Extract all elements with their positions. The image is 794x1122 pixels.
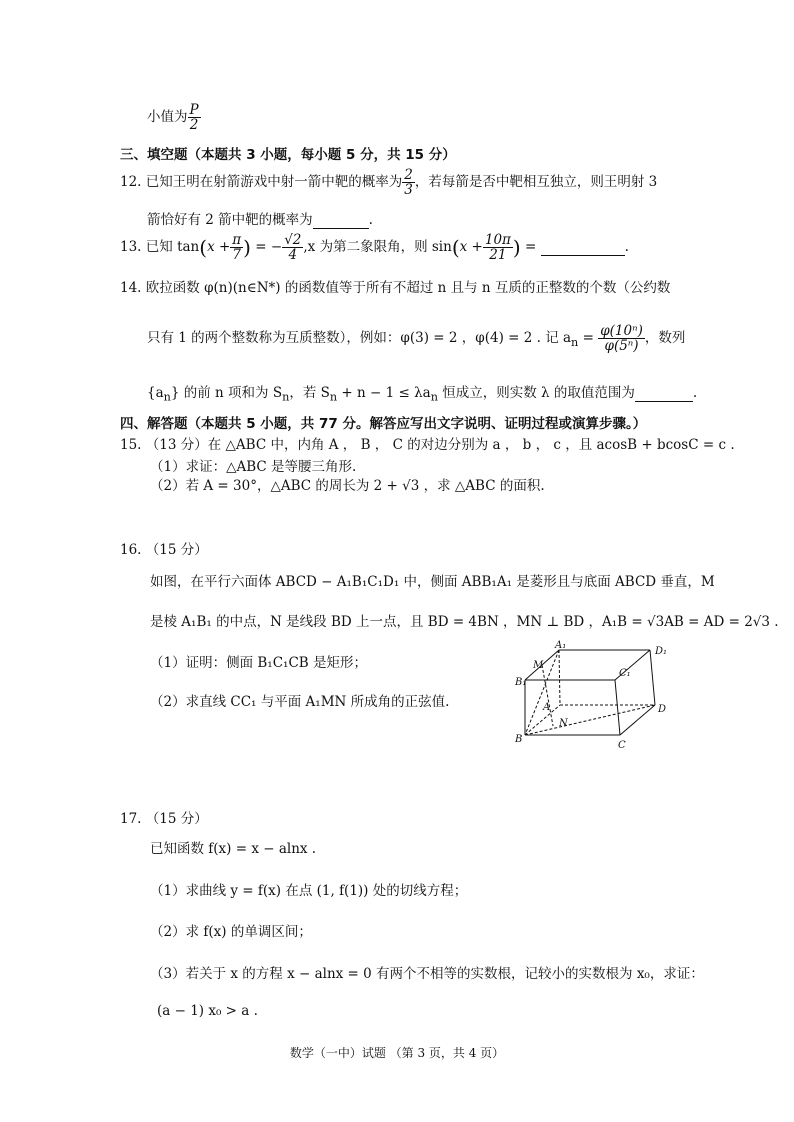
- q13-text-a: 已知 tan: [145, 239, 200, 256]
- label-b1: B₁: [515, 677, 527, 688]
- fraction-p-2: [188, 103, 201, 132]
- frac-num: √2: [284, 232, 302, 248]
- frac-num: 2: [404, 167, 413, 183]
- label-c1: C₁: [619, 668, 631, 679]
- q16-score: （15 分）: [145, 542, 208, 558]
- q13-eq: = −: [255, 239, 283, 256]
- q12-text-b: ，若每箭是否中靶相互独立，则王明射 3: [414, 174, 658, 191]
- q14-number: 14.: [120, 280, 142, 296]
- q12-text-a: 已知王明在射箭游戏中射一箭中靶的概率为: [145, 174, 403, 191]
- q13-end: .: [624, 239, 629, 256]
- q15-part1: （1）求证：△ABC 是等腰三角形.: [150, 459, 357, 475]
- q14-fraction: [598, 324, 645, 353]
- q13-frac-root2-4: [282, 233, 303, 262]
- q13-line: 13. 已知 tan(x + $\frac{\pi}{7}$ ) = − $\frac{√2}{4}$ ,x 为第二象限角，则 sin(x + $\frac{10\pi}{21}$ ) = .: [120, 232, 629, 264]
- q14-text-l2c: ，数列: [644, 330, 686, 347]
- q15-number: 15.: [120, 437, 142, 453]
- q12-text-c: 箭恰好有 2 箭中靶的概率为: [147, 212, 313, 228]
- label-a1: A₁: [555, 640, 567, 651]
- q13-frac-10pi-21: [483, 233, 513, 262]
- answer-blank[interactable]: [635, 385, 693, 402]
- label-m: M: [533, 660, 544, 671]
- q15-stem-text: （13 分）在 △ABC 中，内角 A ， B ， C 的对边分别为 a ， b ， c ，且 acosB + bcosC = c .: [145, 437, 735, 453]
- q14-text-l3d: + n − 1 ≤ λa: [337, 385, 431, 401]
- q13-eq2: =: [525, 239, 537, 256]
- q14-sub: n: [163, 390, 171, 404]
- frac-num: P: [189, 102, 199, 118]
- page-footer: 数学（一中）试题 （第 3 页，共 4 页）: [289, 1046, 505, 1060]
- q16-part2: （2）求直线 CC₁ 与平面 A₁MN 所成角的正弦值.: [150, 694, 450, 710]
- q14-text-l3e: 恒成立，则实数 λ 的取值范围为: [437, 385, 635, 401]
- frac-num: 10π: [484, 232, 511, 248]
- parallelepiped-figure: [515, 640, 675, 750]
- q17-number: 17.: [120, 811, 142, 827]
- frac-den: 2: [189, 117, 199, 134]
- q13-text-b: ,x 为第二象限角，则 sin: [303, 239, 452, 256]
- q12-fraction: [402, 168, 415, 197]
- q16-part1: （1）证明：侧面 B₁C₁CB 是矩形；: [150, 655, 367, 671]
- frac-den: 21: [489, 247, 507, 264]
- label-d1: D₁: [655, 646, 668, 657]
- top-line: [147, 103, 201, 132]
- q14-line3: [147, 381, 697, 404]
- q14-text-l2a: 只有 1 的两个整数称为互质整数），例如：φ(3) = 2 ，φ(4) = 2 . 记 a: [147, 330, 572, 347]
- frac-num: φ(10ⁿ): [600, 323, 643, 339]
- q13-frac-pi-7: [230, 233, 243, 262]
- label-d: D: [658, 704, 667, 715]
- answer-blank[interactable]: [541, 239, 625, 256]
- q14-line1: [120, 276, 670, 296]
- q13-arg: x +: [207, 239, 231, 256]
- q12-number: 12.: [120, 174, 142, 191]
- q13-number: 13.: [120, 239, 142, 256]
- q17-part2: （2）求 f(x) 的单调区间；: [150, 924, 312, 940]
- q17-score: （15 分）: [145, 811, 208, 827]
- q14-sub: n: [329, 390, 338, 404]
- q17-part3: （3）若关于 x 的方程 x − alnx = 0 有两个不相等的实数根，记较小的实数根为 x₀，求证：: [150, 966, 704, 982]
- q17-header: [120, 807, 208, 827]
- top-line-text: 小值为: [147, 109, 188, 126]
- q17-part4: (a − 1) x₀ > a .: [157, 1003, 258, 1019]
- section-3-heading: 三、填空题（本题共 3 小题，每小题 5 分，共 15 分）: [120, 147, 456, 163]
- q13-arg2: x +: [459, 239, 483, 256]
- q14-line2: [147, 324, 685, 353]
- q12-line2: [147, 208, 373, 229]
- frac-den: φ(5ⁿ): [604, 338, 639, 355]
- q14-sub: n: [282, 390, 290, 404]
- label-b: B: [515, 734, 523, 745]
- q15-part2: （2）若 A = 30°，△ABC 的周长为 2 + √3 ，求 △ABC 的面积.: [150, 478, 545, 494]
- q15-stem: [120, 433, 735, 453]
- q12-end: .: [368, 212, 373, 228]
- label-a: A: [543, 702, 551, 713]
- label-c: C: [618, 740, 626, 750]
- q14-text-l3a: {a: [147, 385, 164, 401]
- q14-text-l1: 欧拉函数 φ(n)(n∈N*) 的函数值等于所有不超过 n 且与 n 互质的正整数的个数（公约数: [145, 280, 671, 296]
- frac-den: 7: [232, 247, 242, 264]
- section-4-heading: 四、解答题（本题共 5 小题，共 77 分。解答应写出文字说明、证明过程或演算步骤。）: [120, 416, 647, 432]
- q17-part1: （1）求曲线 y = f(x) 在点 (1, f(1)) 处的切线方程；: [150, 883, 468, 899]
- label-n: N: [559, 718, 568, 729]
- answer-blank[interactable]: [313, 212, 369, 229]
- q16-line2: 是棱 A₁B₁ 的中点，N 是线段 BD 上一点，且 BD = 4BN ，MN ⊥ BD ，A₁B = √3AB = AD = 2√3 .: [150, 614, 779, 630]
- q14-text-l3c: ，若 S: [289, 385, 330, 401]
- frac-den: 4: [288, 247, 298, 264]
- frac-den: 3: [404, 182, 413, 199]
- q14-sub: n: [571, 335, 579, 349]
- q14-text-l3b: } 的前 n 项和为 S: [170, 385, 283, 401]
- q14-text-l2b: =: [578, 330, 594, 347]
- q17-stem: 已知函数 f(x) = x − alnx .: [150, 841, 317, 857]
- q16-line1: 如图，在平行六面体 ABCD − A₁B₁C₁D₁ 中，侧面 ABB₁A₁ 是菱形且与底面 ABCD 垂直，M: [150, 574, 715, 590]
- q14-sub: n: [430, 390, 438, 404]
- frac-num: π: [232, 232, 242, 248]
- q16-number: 16.: [120, 542, 142, 558]
- q14-end: .: [692, 385, 698, 401]
- q16-header: [120, 538, 208, 558]
- q12-line1: [120, 168, 657, 197]
